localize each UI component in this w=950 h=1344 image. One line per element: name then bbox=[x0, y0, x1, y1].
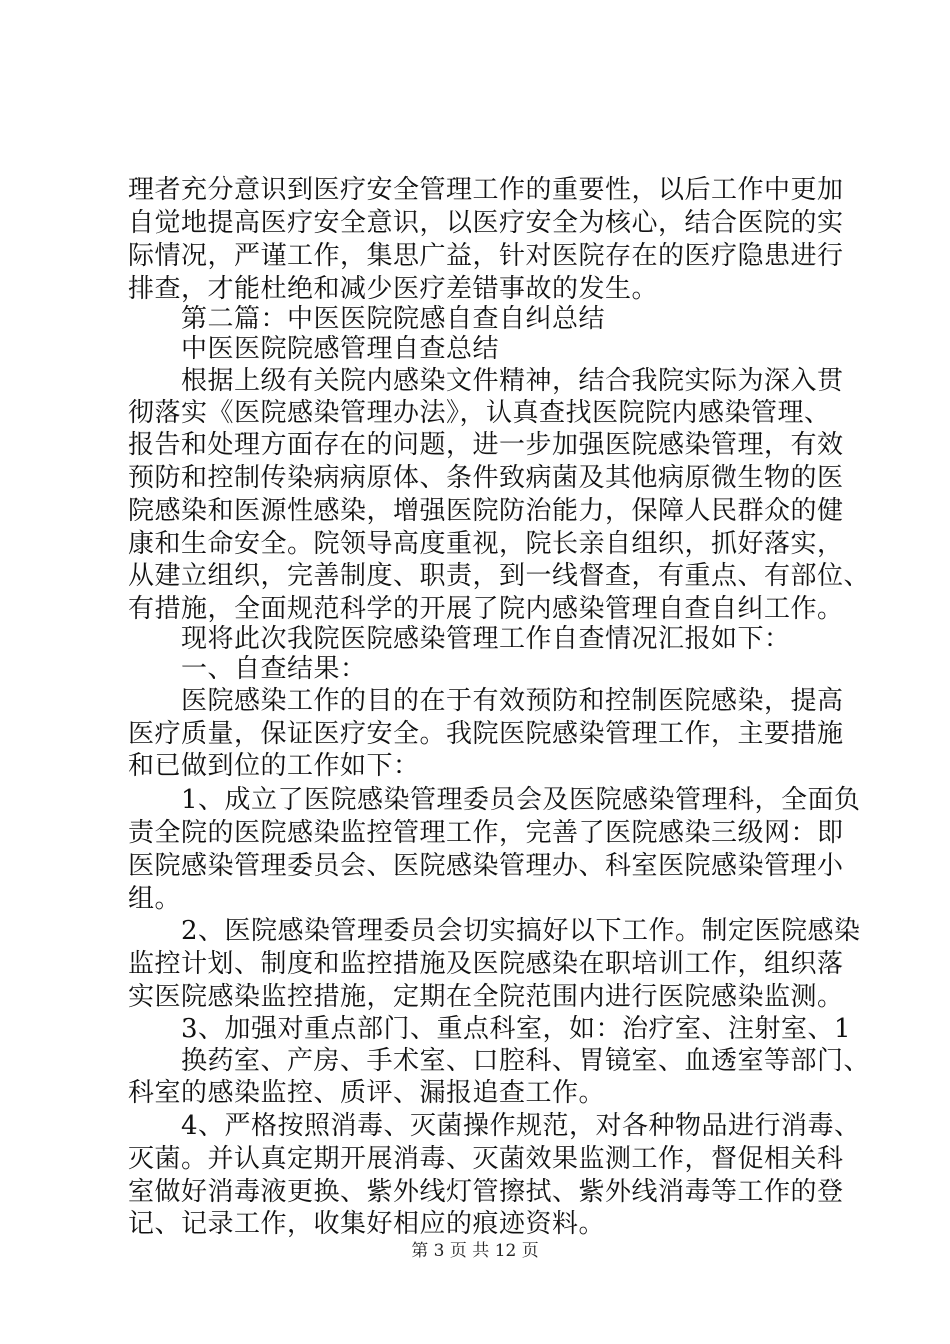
text-line: 院感染和医源性感染，增强医院防治能力，保障人民群众的健 bbox=[128, 496, 844, 526]
text-line: 自觉地提高医疗安全意识，以医疗安全为核心，结合医院的实 bbox=[128, 208, 844, 238]
section-heading: 一、自查结果： bbox=[128, 654, 367, 684]
text-line: 责全院的医院感染监控管理工作，完善了医院感染三级网：即 bbox=[128, 818, 844, 848]
text-line: 从建立组织，完善制度、职责，到一线督查，有重点、有部位、 bbox=[128, 561, 871, 591]
text-line: 际情况，严谨工作，集思广益，针对医院存在的医疗隐患进行 bbox=[128, 241, 844, 271]
text-line: 有措施，全面规范科学的开展了院内感染管理自查自纠工作。 bbox=[128, 594, 844, 624]
text-line: 换药室、产房、手术室、口腔科、胃镜室、血透室等部门、 bbox=[128, 1046, 871, 1076]
text-line: 科室的感染监控、质评、漏报追查工作。 bbox=[128, 1078, 606, 1108]
text-line: 1、成立了医院感染管理委员会及医院感染管理科，全面负 bbox=[128, 785, 861, 815]
text-line: 组。 bbox=[128, 884, 182, 914]
text-line: 医院感染管理委员会、医院感染管理办、科室医院感染管理小 bbox=[128, 851, 844, 881]
section-heading: 第二篇：中医医院院感自查自纠总结 bbox=[128, 304, 606, 334]
text-line: 彻落实《医院感染管理办法》，认真查找医院院内感染管理、 bbox=[128, 398, 831, 428]
text-line: 3、加强对重点部门、重点科室，如：治疗室、注射室、1 bbox=[128, 1014, 852, 1044]
text-line: 现将此次我院医院感染管理工作自查情况汇报如下： bbox=[128, 624, 791, 654]
text-line: 记、记录工作，收集好相应的痕迹资料。 bbox=[128, 1209, 606, 1239]
text-line: 和已做到位的工作如下： bbox=[128, 751, 420, 781]
text-line: 灭菌。并认真定期开展消毒、灭菌效果监测工作，督促相关科 bbox=[128, 1144, 844, 1174]
text-line: 室做好消毒液更换、紫外线灯管擦拭、紫外线消毒等工作的登 bbox=[128, 1177, 844, 1207]
text-line: 医院感染工作的目的在于有效预防和控制医院感染，提高 bbox=[128, 686, 844, 716]
text-line: 排查，才能杜绝和减少医疗差错事故的发生。 bbox=[128, 274, 659, 304]
text-line: 4、严格按照消毒、灭菌操作规范，对各种物品进行消毒、 bbox=[128, 1111, 861, 1141]
text-line: 监控计划、制度和监控措施及医院感染在职培训工作，组织落 bbox=[128, 949, 844, 979]
text-line: 理者充分意识到医疗安全管理工作的重要性，以后工作中更加 bbox=[128, 175, 844, 205]
section-subheading: 中医医院院感管理自查总结 bbox=[128, 334, 500, 364]
text-line: 报告和处理方面存在的问题，进一步加强医院感染管理，有效 bbox=[128, 430, 844, 460]
text-line: 医疗质量，保证医疗安全。我院医院感染管理工作，主要措施 bbox=[128, 719, 844, 749]
text-line: 预防和控制传染病病原体、条件致病菌及其他病原微生物的医 bbox=[128, 463, 844, 493]
text-line: 根据上级有关院内感染文件精神，结合我院实际为深入贯 bbox=[128, 366, 844, 396]
text-line: 康和生命安全。院领导高度重视，院长亲自组织，抓好落实， bbox=[128, 529, 844, 559]
text-line: 2、医院感染管理委员会切实搞好以下工作。制定医院感染 bbox=[128, 916, 861, 946]
page-number-footer: 第 3 页 共 12 页 bbox=[411, 1241, 539, 1261]
text-line: 实医院感染监控措施，定期在全院范围内进行医院感染监测。 bbox=[128, 982, 844, 1012]
